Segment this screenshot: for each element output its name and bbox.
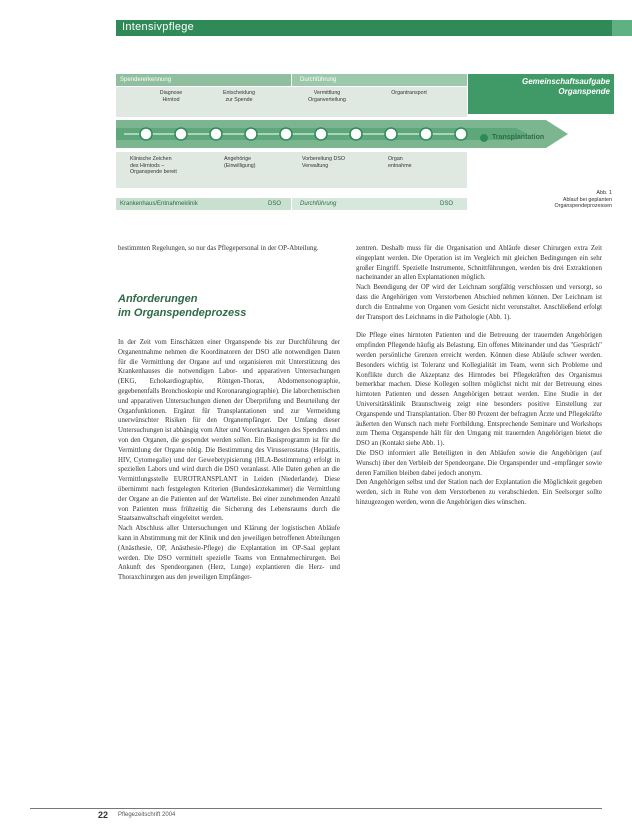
journal-name: Pflegezeitschrift 2004	[118, 812, 176, 818]
label-vermittlung: Vermittlung Organverteilung	[308, 90, 346, 103]
footer-rule	[30, 808, 602, 809]
figure-caption: Abb. 1 Ablauf bei geplanten Organspendeprozessen	[554, 190, 612, 209]
section-heading: Anforderungen im Organspendeprozess	[118, 293, 247, 319]
label-klinische-zeichen: Klinische Zeichen des Hirntods – Organspende bereit	[130, 156, 177, 175]
label-diagnose: Diagnose Hirntod	[159, 90, 183, 103]
footer-mid-tag: DSO	[440, 201, 454, 207]
step-node	[420, 128, 432, 140]
label-organentnahme: Organ entnahme	[388, 156, 412, 169]
step-node	[455, 128, 467, 140]
paragraph: In der Zeit vom Einschätzen einer Organspende bis zur Durchführung der Organentnahme nehmen die Koordinatoren der DSO alle notwendigen Daten für die Vermittlung der Organe auf und organisieren mit Unterstützung des Krankenhauses die notwendigen Labor- und apparativen Untersuchungen (EKG, Echokardiographie, Röntgen-Thorax, Abdomensonographie, gegebenenfalls Bronchoskopie und Koronarangiographie). Die laborchemischen und apparativen Untersuchungen dienen der Überprüfung und Beurteilung der Organfunktionen. Ergänzt für Transplantationen und zur Vermeidung unerwünschter Risiken für den Organempfänger. Der Umfang dieser Untersuchungen ist abhängig vom Alter und Vorerkrankungen des Spenders und von den Organen, die gespendet werden sollen. Ein Basisprogramm ist für die Vermittlung der Organe nötig. Die Bestimmung des Virusserostatus (Hepatitis, HIV, Cytomegalie) und der Gewebetypisierung (HLA-Bestimmung) erfolgt in speziellen Labors und wird durch die DSO veranlasst. Alle Daten gehen an die Vermittlungsstelle EUROTRANSPLANT in Leiden (Niederlande). Diese übernimmt nach festgelegten Kriterien (Bundesärztekammer) die Vermittlung der Organe an die Patienten auf der Warteliste. Bei einer zunehmenden Anzahl von Patienten muss frühzeitig die Sicherung des Lebensraums durch die Staatsanwaltschaft eingeleitet werden.	[118, 339, 340, 523]
step-node	[280, 128, 292, 140]
right-column	[356, 244, 602, 508]
step-node	[210, 128, 222, 140]
section-header-tab	[612, 20, 632, 36]
label-entscheidung: Entscheidung zur Spende	[222, 90, 256, 103]
label-vorbereitung: Vorbereitung DSO Verwaltung	[302, 156, 345, 169]
step-node	[175, 128, 187, 140]
paragraph: Die DSO informiert alle Beteiligten in den Abläufen sowie die Angehörigen (auf Wunsch) über den Verbleib der Spendeorgane. Die Organspender und -empfänger sowie deren Familien bleiben dabei jedoch anonym.	[356, 449, 602, 477]
transplant-label: Transplantation	[492, 134, 545, 141]
paragraph: bestimmten Regelungen, so nur das Pflegepersonal in der OP-Abteilung.	[118, 245, 319, 252]
left-column	[118, 338, 340, 583]
paragraph: Den Angehörigen selbst und der Station nach der Explantation die Möglichkeit gegeben werden, sich in Ruhe von dem Verstorbenen zu verabschieden. Ein Seelsorger sollte hinzugezogen werden, wenn die Angehörigen dies wünschen.	[356, 479, 602, 506]
goal-title: Gemeinschaftsaufgabe Organspende	[521, 77, 610, 96]
footer-left-tag: DSO	[268, 201, 282, 207]
page-number: 22	[98, 810, 109, 820]
phase-mid-label: Durchführung	[300, 77, 337, 83]
footer-left-label: Krankenhaus/Entnahmeklinik	[120, 201, 198, 207]
paragraph: zentren. Deshalb muss für die Organisation und Abläufe dieser Chirurgen extra Zeit eingeplant werden. Die Operation ist im Vergleich mit gleichen Bedingungen ein sehr großer Eingriff. Spezielle Instrumente, Schnittführungen, werden bis drei Extraktionen nacheinander an allen Explantationen möglich.	[356, 245, 602, 282]
step-node	[140, 128, 152, 140]
process-figure	[116, 72, 616, 232]
step-node	[315, 128, 327, 140]
phase-left-label: Spendererkennung	[120, 77, 172, 83]
left-column-top	[118, 244, 340, 254]
label-organtransport: Organtransport	[391, 90, 427, 96]
step-node	[245, 128, 257, 140]
footer-mid-label: Durchführung	[300, 201, 337, 207]
paragraph: Nach Abschluss aller Untersuchungen und Klärung der logistischen Abläufe kann in Abstimmung mit der Klinik und den jeweiligen betroffenen Abteilungen (Anästhesie, OP, Anästhesie-Pflege) die Explantation im OP-Saal geplant werden. Die DSO vermittelt spezielle Teams von Entnahmechirurgen. Bei Ankunft des Spendeorganen (Herz, Lunge) explantieren die Herz- und Thoraxchirurgen aus den jeweiligen Empfänger-	[118, 525, 340, 582]
paragraph: Die Pflege eines hirntoten Patienten und die Betreuung der trauernden Angehörigen empfinden Pflegende häufig als Belastung. Ein offenes Miteinander und das "Gespräch" werden persönliche Grenzen erreicht werden. Können diese Abläufe schwer werden. Besonders wichtig ist Toleranz und Kollegialität im Team, wenn sich Probleme und Konflikte durch die Akzeptanz des Hirntodes bei Pflegekräften des Organismus bemerkbar machen. Diese Kollegen sollten möglichst nicht mit der Betreuung eines hirntoten Patienten und dessen Angehörigen betraut werden. Eine Studie in der Universitätsklinik Braunschweig zeigt eine besonders positive Einstellung zur Organspende und Transplantation. Über 80 Prozent der befragten Ärzte und Pflegekräfte äußerten den Wunsch nach mehr Fortbildung. Entsprechende Seminare und Workshops zum Thema Organspende hält für den Umgang mit trauernden Angehörigen bietet die DSO an (Kontakt siehe Abb. 1).	[356, 332, 602, 448]
paragraph: Nach Beendigung der OP wird der Leichnam sorgfältig verschlossen und versorgt, so dass die Angehörigen vom Verstorbenen Abschied nehmen können. Der Leichnam ist durch die Entnahme von Organen vom Gesicht nicht verunstaltet. Anschließend erfolgt der Transport des Leichnams in die Pathologie (Abb. 1).	[356, 284, 602, 321]
transplant-dot	[480, 134, 488, 142]
step-node	[350, 128, 362, 140]
step-node	[385, 128, 397, 140]
section-title: Intensivpflege	[122, 21, 195, 33]
label-angehoerige: Angehörige (Einwilligung)	[224, 156, 256, 169]
